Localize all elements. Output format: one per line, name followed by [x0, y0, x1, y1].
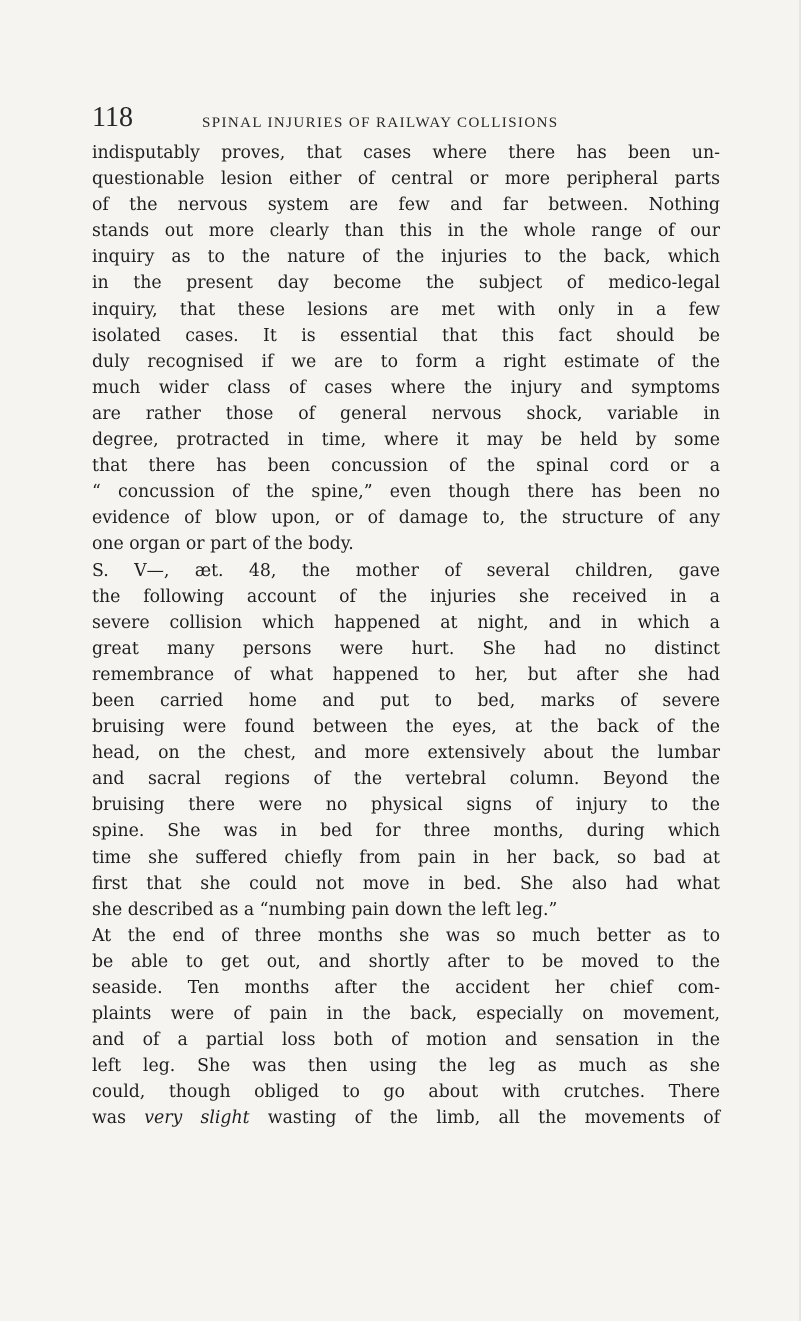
page-header — [92, 100, 732, 140]
text-line: she described as a “numbing pain down the left leg.” — [92, 899, 558, 920]
text-fragment: was — [92, 1108, 145, 1129]
text-line: one organ or part of the body. — [92, 534, 354, 555]
text-line: be able to get out, and shortly after to be moved to the — [92, 951, 720, 972]
text-line: questionable lesion either of central or more peripheral parts — [92, 169, 720, 190]
text-line: At the end of three months she was so much better as to — [92, 925, 720, 946]
text-line: much wider class of cases where the injury and symptoms — [92, 377, 720, 398]
text-line: and sacral regions of the vertebral column. Beyond the — [92, 769, 720, 790]
text-line: degree, protracted in time, where it may be held by some — [92, 430, 720, 451]
text-line: stands out more clearly than this in the whole range of our — [92, 221, 720, 242]
text-line: left leg. She was then using the leg as much as she — [92, 1056, 720, 1077]
text-line: severe collision which happened at night, and in which a — [92, 612, 720, 633]
text-line: S. V—, æt. 48, the mother of several children, gave — [92, 560, 720, 581]
text-line: head, on the chest, and more extensively about the lumbar — [92, 743, 720, 764]
text-line: first that she could not move in bed. She also had what — [92, 873, 720, 894]
text-line: the following account of the injuries she received in a — [92, 586, 720, 607]
text-line: remembrance of what happened to her, but after she had — [92, 664, 720, 685]
text-line: inquiry, that these lesions are met with only in a few — [92, 299, 720, 320]
text-line: time she suffered chiefly from pain in her back, so bad at — [92, 847, 720, 868]
text-line: and of a partial loss both of motion and sensation in the — [92, 1030, 720, 1051]
text-line: great many persons were hurt. She had no distinct — [92, 638, 720, 659]
text-line: bruising were found between the eyes, at the back of the — [92, 717, 720, 738]
text-line: seaside. Ten months after the accident her chief com- — [92, 978, 720, 998]
text-line: indisputably proves, that cases where there has been un- — [92, 143, 720, 163]
text-line: plaints were of pain in the back, especially on movement, — [92, 1004, 720, 1025]
text-line: isolated cases. It is essential that this fact should be — [92, 325, 720, 346]
text-line: of the nervous system are few and far between. Nothing — [92, 195, 720, 216]
text-line: bruising there were no physical signs of injury to the — [92, 795, 720, 816]
text-line: are rather those of general nervous shock, variable in — [92, 403, 720, 424]
text-line: evidence of blow upon, or of damage to, the structure of any — [92, 508, 720, 529]
text-line: in the present day become the subject of medico-legal — [92, 273, 720, 294]
text-line: could, though obliged to go about with crutches. There — [92, 1082, 720, 1103]
text-line-final — [92, 1105, 720, 1131]
running-head: SPINAL INJURIES OF RAILWAY COLLISIONS — [202, 115, 559, 131]
body-text — [92, 140, 720, 1132]
page-number: 118 — [92, 102, 133, 133]
text-line: that there has been concussion of the spinal cord or a — [92, 456, 720, 477]
text-line: spine. She was in bed for three months, during which — [92, 821, 720, 842]
text-line: inquiry as to the nature of the injuries to the back, which — [92, 247, 720, 268]
italic-emphasis: very slight — [144, 1108, 250, 1129]
text-line: duly recognised if we are to form a right estimate of the — [92, 351, 720, 372]
text-line: been carried home and put to bed, marks of severe — [92, 690, 720, 711]
text-line: “ concussion of the spine,” even though there has been no — [92, 482, 720, 503]
text-fragment: wasting of the limb, all the movements of — [249, 1108, 721, 1129]
